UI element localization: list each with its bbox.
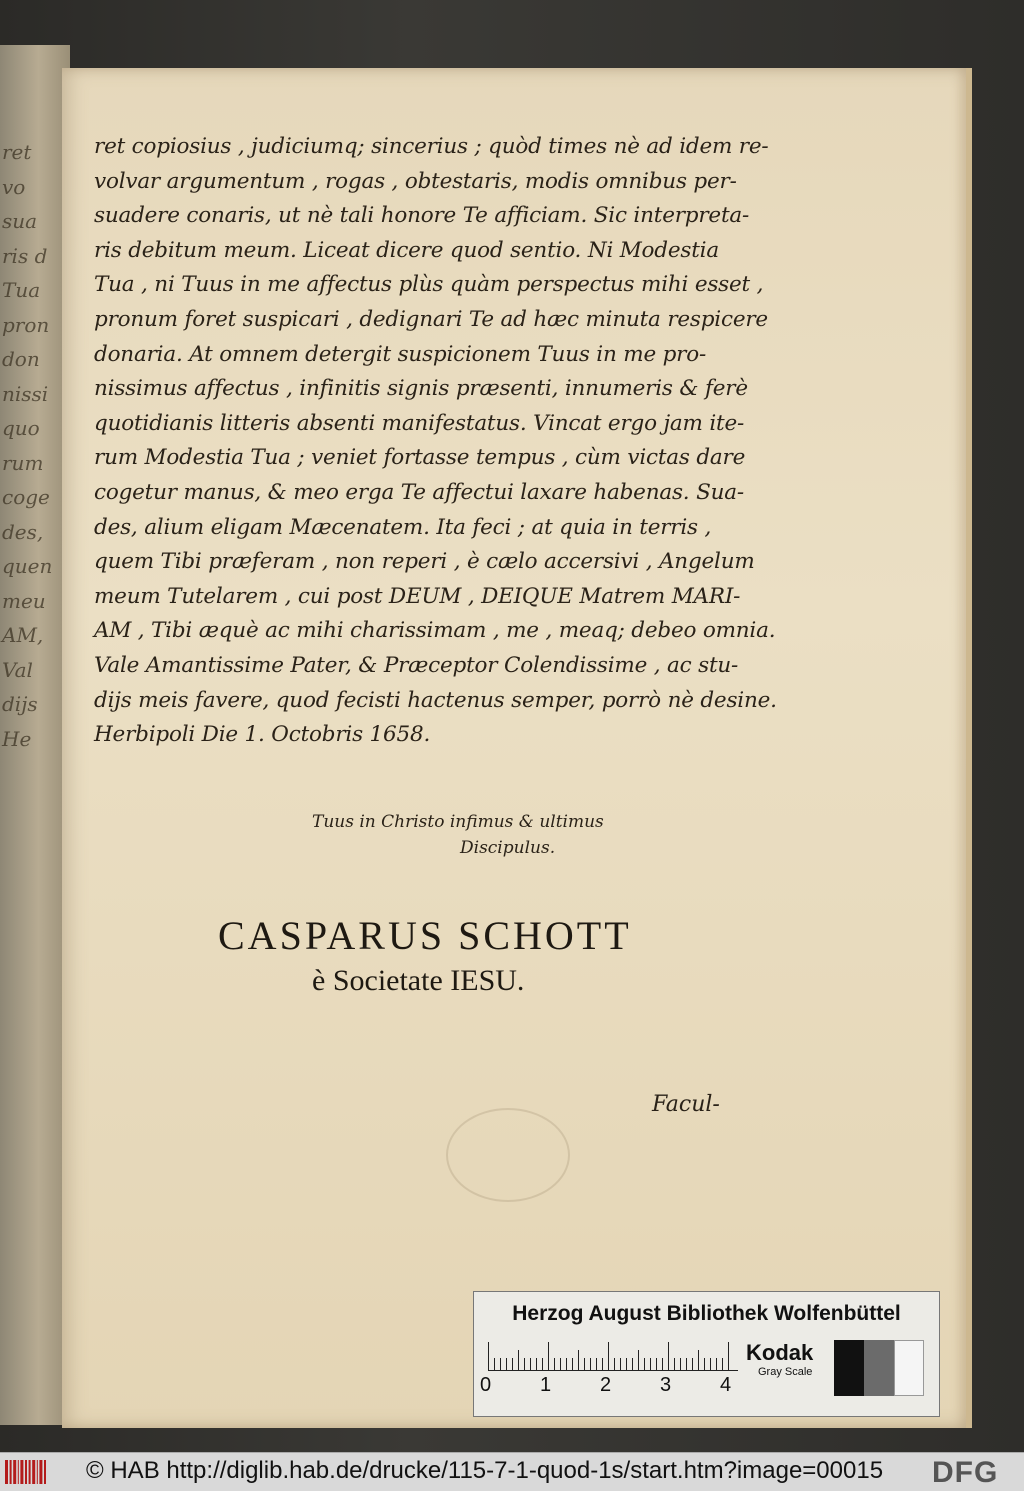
ruler-tick	[488, 1342, 489, 1370]
left-page-bleed-text: AM,	[2, 623, 44, 647]
catchword: Facul-	[652, 1092, 720, 1117]
color-scale-card	[473, 1291, 940, 1417]
ruler-tick	[590, 1358, 591, 1370]
body-line: suadere conaris, ut nè tali honore Te afficiam. Sic interpreta-	[94, 203, 750, 229]
viewer-footer	[0, 1452, 1024, 1491]
ruler-number: 2	[600, 1374, 612, 1396]
left-page-bleed-text: Val	[2, 657, 33, 682]
left-page-bleed-text: ris d	[2, 243, 48, 268]
body-line: ris debitum meum. Liceat dicere quod sentio. Ni Modestia	[94, 237, 719, 263]
left-page-bleed-text: Tua	[2, 278, 41, 302]
ruler-tick	[548, 1342, 549, 1370]
left-page-bleed-text: coge	[2, 485, 50, 509]
barcode-bar	[18, 1460, 19, 1484]
barcode-bar	[44, 1460, 46, 1484]
ruler-tick	[626, 1358, 627, 1370]
body-line: pronum foret suspicari , dedignari Te ad hæc minuta respicere	[94, 306, 768, 332]
body-line: volvar argumentum , rogas , obtestaris, modis omnibus per-	[94, 168, 737, 194]
ruler-tick	[632, 1358, 633, 1370]
body-line: ret copiosius , judiciumq; sincerius ; quòd times nè ad idem re-	[94, 134, 769, 159]
source-url-text[interactable]: © HAB http://diglib.hab.de/drucke/115-7-1-quod-1s/start.htm?image=00015	[86, 1457, 884, 1484]
left-page-bleed-text: dijs	[2, 692, 38, 716]
ruler-tick	[602, 1358, 603, 1370]
ruler-number: 4	[720, 1374, 732, 1396]
barcode-bar	[25, 1460, 27, 1484]
left-page-bleed-text: sua	[2, 209, 38, 233]
body-line: Vale Amantissime Pater, & Præceptor Colendissime , ac stu-	[94, 652, 739, 678]
ruler-tick	[668, 1342, 669, 1370]
ruler-number: 0	[480, 1374, 492, 1396]
ruler-tick	[608, 1342, 609, 1370]
left-page-bleed-text: He	[2, 726, 32, 751]
ruler-tick	[704, 1358, 705, 1370]
left-page-bleed-text: quen	[2, 554, 53, 578]
body-line: dijs meis favere, quod fecisti hactenus semper, porrò nè desine.	[94, 687, 777, 713]
gray-patch-white	[894, 1340, 924, 1396]
ruler-tick	[572, 1358, 573, 1370]
left-page-bleed-text: quo	[2, 416, 40, 440]
left-page-bleed-text: vo	[2, 174, 26, 199]
barcode-bar	[13, 1460, 16, 1484]
body-line: meum Tutelarem , cui post DEUM , DEIQUE Matrem MARI-	[94, 583, 741, 609]
author-name: CASPARUS SCHOTT	[218, 913, 632, 958]
ruler-tick	[596, 1358, 597, 1370]
kodak-logo: Kodak	[746, 1340, 814, 1365]
ruler-tick	[674, 1358, 675, 1370]
body-line: rum Modestia Tua ; veniet fortasse tempus , cùm victas dare	[94, 445, 746, 471]
ruler-tick	[710, 1358, 711, 1370]
ruler-tick	[566, 1358, 567, 1370]
left-page-bleed-text: don	[2, 347, 40, 371]
ruler-tick	[620, 1358, 621, 1370]
ruler-tick	[698, 1350, 699, 1370]
kodak-gray-scale-label: Gray Scale	[758, 1366, 813, 1378]
ruler-tick	[662, 1358, 663, 1370]
ruler-tick	[524, 1358, 525, 1370]
ruler-tick	[716, 1358, 717, 1370]
ruler-tick	[656, 1358, 657, 1370]
ruler-tick	[578, 1350, 579, 1370]
ruler-tick	[638, 1350, 639, 1370]
body-line: AM , Tibi æquè ac mihi charissimam , me , meaq; debeo omnia.	[94, 618, 776, 644]
ruler-numbers	[480, 1374, 750, 1400]
ruler-tick	[650, 1358, 651, 1370]
left-page-bleed-text: ret	[2, 140, 32, 164]
author-affiliation: è Societate IESU.	[312, 964, 525, 997]
ruler-tick	[500, 1358, 501, 1370]
barcode-bar	[32, 1460, 35, 1484]
body-line: quotidianis litteris absenti manifestatus. Vincat ergo jam ite-	[94, 410, 745, 436]
gray-patch-mid	[864, 1340, 894, 1396]
left-page-bleed-text: rum	[2, 450, 44, 475]
ruler-tick	[680, 1358, 681, 1370]
dfg-logo: DFG	[932, 1456, 999, 1489]
subscription-line-2: Discipulus.	[460, 838, 556, 858]
ruler-tick	[554, 1358, 555, 1370]
ruler-tick	[728, 1342, 729, 1370]
body-line: des, alium eligam Mæcenatem. Ita feci ; at quia in terris ,	[94, 514, 712, 540]
ruler-tick	[722, 1358, 723, 1370]
barcode-bar	[10, 1460, 12, 1484]
barcode-bar	[20, 1460, 23, 1484]
left-page-bleed-text: meu	[2, 588, 46, 613]
ruler-tick	[530, 1358, 531, 1370]
barcode-bar	[29, 1460, 31, 1484]
ruler-number: 1	[540, 1374, 552, 1396]
left-facing-page	[0, 45, 70, 1425]
body-line: Herbipoli Die 1. Octobris 1658.	[94, 722, 431, 748]
scale-card-title: Herzog August Bibliothek Wolfenbüttel	[512, 1302, 901, 1325]
left-page-bleed-text: nissi	[2, 381, 49, 406]
ruler-tick	[686, 1358, 687, 1370]
ruler-number: 3	[660, 1374, 672, 1396]
ruler-tick	[614, 1358, 615, 1370]
ruler-tick	[542, 1358, 543, 1370]
library-stamp-showthrough	[446, 1108, 570, 1202]
ruler-tick	[518, 1350, 519, 1370]
body-line: quem Tibi præferam , non reperi , è cælo accersivi , Angelum	[94, 549, 755, 575]
letter-body-text	[94, 130, 777, 753]
body-line: Tua , ni Tuus in me affectus plùs quàm perspectus mihi esset ,	[94, 272, 764, 298]
ruler-tick	[644, 1358, 645, 1370]
hab-barcode-logo-icon	[4, 1458, 48, 1486]
barcode-bar	[37, 1460, 38, 1484]
subscription-line-1: Tuus in Christo infimus & ultimus	[312, 812, 604, 832]
body-line: nissimus affectus , infinitis signis præsenti, innumeris & ferè	[94, 376, 748, 402]
barcode-bar	[5, 1460, 8, 1484]
ruler-tick	[494, 1358, 495, 1370]
ruler-tick	[536, 1358, 537, 1370]
ruler-tick	[512, 1358, 513, 1370]
ruler-tick	[560, 1358, 561, 1370]
ruler-tick	[584, 1358, 585, 1370]
left-page-bleed-text: des,	[2, 519, 44, 544]
body-line: donaria. At omnem detergit suspicionem Tuus in me pro-	[94, 341, 707, 367]
left-page-bleed-text: pron	[2, 312, 50, 337]
barcode-bar	[39, 1460, 42, 1484]
ruler-tick	[692, 1358, 693, 1370]
gray-patch-black	[834, 1340, 864, 1396]
ruler-tick	[506, 1358, 507, 1370]
measurement-ruler	[488, 1340, 738, 1371]
body-line: cogetur manus, & meo erga Te affectui laxare habenas. Sua-	[94, 479, 744, 505]
